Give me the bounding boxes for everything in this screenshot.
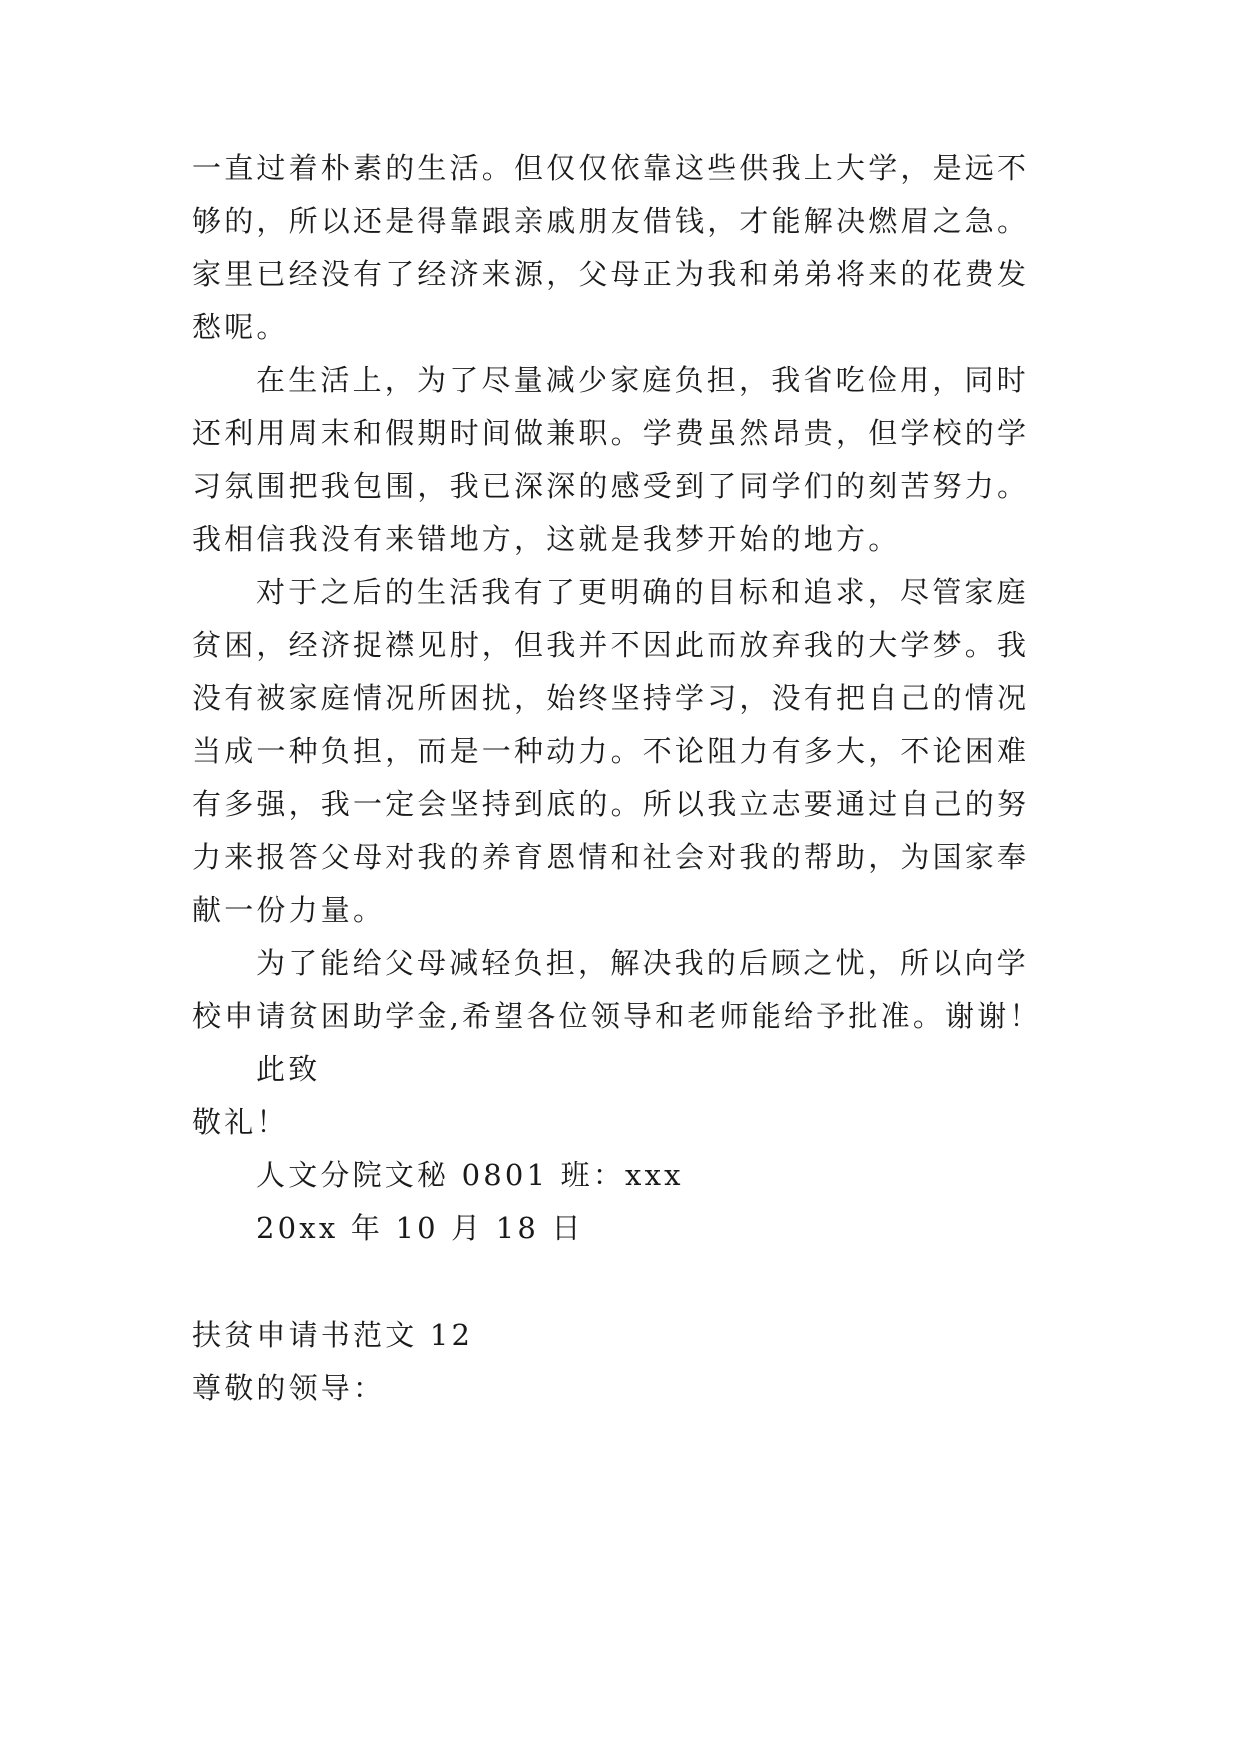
paragraph-line: 够的，所以还是得靠跟亲戚朋友借钱，才能解决燃眉之急。 <box>192 204 1030 238</box>
paragraph-line: 没有被家庭情况所困扰，始终坚持学习，没有把自己的情况 <box>192 681 1030 715</box>
signature-text: 人文分院文秘 0801 班：xxx <box>256 1158 684 1192</box>
date-text: 20xx 年 10 月 18 日 <box>256 1211 584 1245</box>
section-title: 扶贫申请书范文 12 <box>192 1318 474 1352</box>
greeting-text: 尊敬的领导： <box>192 1371 386 1405</box>
paragraph-line: 家里已经没有了经济来源，父母正为我和弟弟将来的花费发 <box>192 257 1030 291</box>
salute-text: 敬礼！ <box>192 1105 289 1139</box>
paragraph-line: 贫困，经济捉襟见肘，但我并不因此而放弃我的大学梦。我 <box>192 628 1030 662</box>
paragraph-line: 当成一种负担，而是一种动力。不论阻力有多大，不论困难 <box>192 734 1030 768</box>
closing-text: 此致 <box>256 1052 321 1086</box>
paragraph-line: 习氛围把我包围，我已深深的感受到了同学们的刻苦努力。 <box>192 469 1030 503</box>
paragraph-line: 我相信我没有来错地方，这就是我梦开始的地方。 <box>192 522 901 556</box>
paragraph-line: 对于之后的生活我有了更明确的目标和追求，尽管家庭 <box>256 575 1029 609</box>
paragraph-line: 校申请贫困助学金,希望各位领导和老师能给予批准。谢谢！ <box>192 999 1042 1033</box>
paragraph-line: 力来报答父母对我的养育恩情和社会对我的帮助，为国家奉 <box>192 840 1030 874</box>
paragraph-line: 有多强，我一定会坚持到底的。所以我立志要通过自己的努 <box>192 787 1030 821</box>
paragraph-line: 一直过着朴素的生活。但仅仅依靠这些供我上大学，是远不 <box>192 151 1030 185</box>
paragraph-line: 献一份力量。 <box>192 893 386 927</box>
paragraph-line: 在生活上，为了尽量减少家庭负担，我省吃俭用，同时 <box>256 363 1029 397</box>
paragraph-line: 还利用周末和假期时间做兼职。学费虽然昂贵，但学校的学 <box>192 416 1030 450</box>
paragraph-line: 为了能给父母减轻负担，解决我的后顾之忧，所以向学 <box>256 946 1029 980</box>
paragraph-line: 愁呢。 <box>192 310 289 344</box>
